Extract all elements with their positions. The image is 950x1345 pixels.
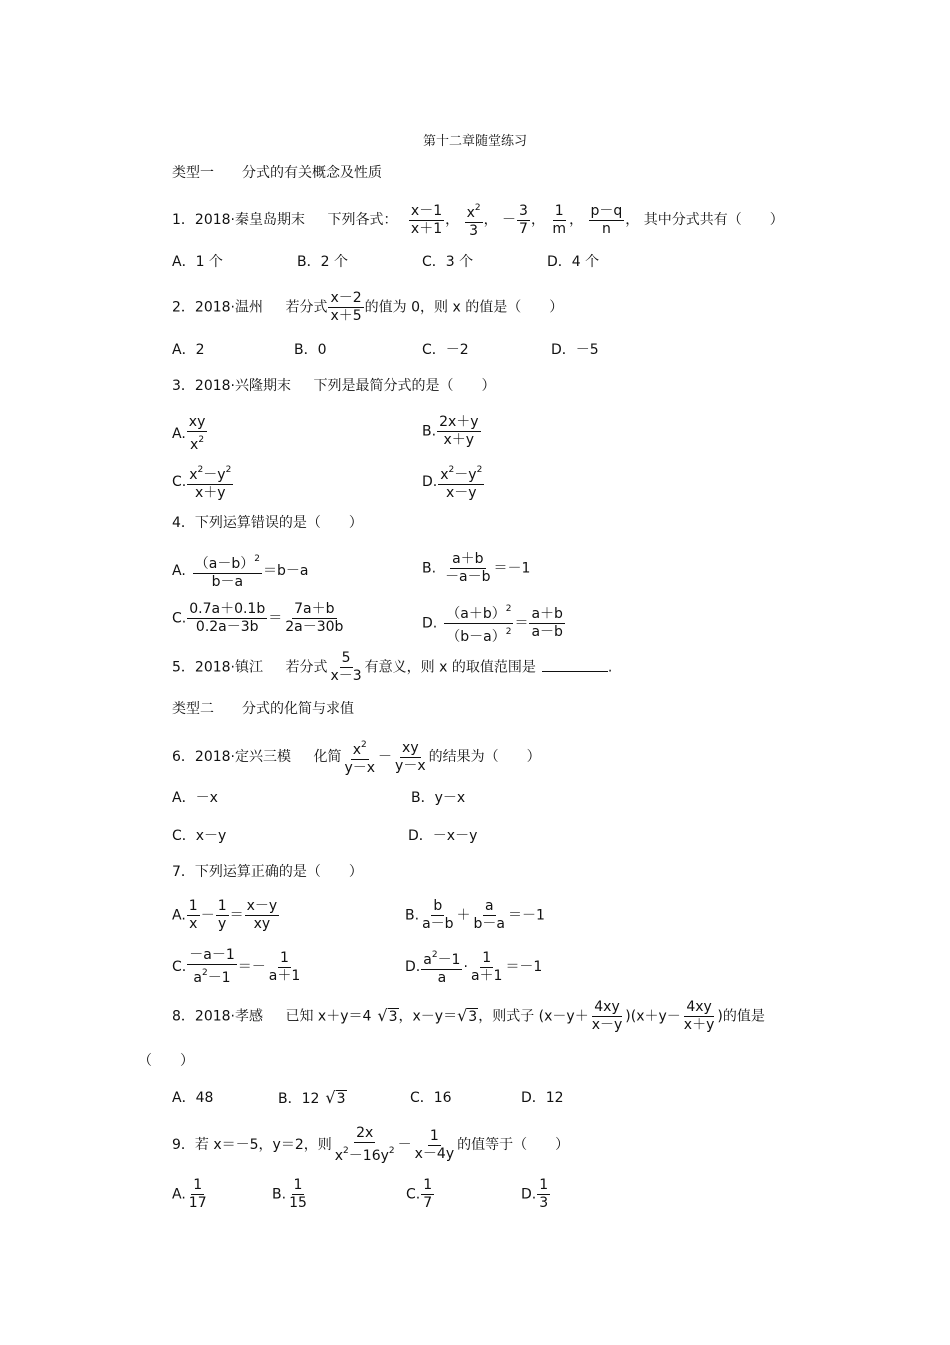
q3-option-c: C. $\frac{x^2-y^2}{x+y}$ — [172, 462, 234, 502]
q1-minus: － — [502, 212, 517, 228]
q1-fraction-1: $\frac{x-1}{x+1}$ — [410, 202, 443, 237]
q2-option-a: A．2 — [172, 342, 205, 358]
q1-fraction-2: $\frac{x^2}{3}$ — [465, 200, 483, 240]
q1-tail: 其中分式共有（ ） — [643, 212, 784, 228]
q4-option-c: C. $\frac{0.7a+0.1b}{0.2a-3b}$ ＝ $\frac{7a+b}{2a-30b}$ — [172, 601, 344, 635]
q3-option-b: B. $\frac{2x+y}{x+y}$ — [422, 414, 479, 448]
q8-sqrt-1: √ 3 — [377, 1005, 398, 1025]
q6-option-a: A．－x — [172, 790, 218, 806]
q9-option-c: C. $\frac{1}{7}$ — [406, 1177, 433, 1211]
question-8: 8．2018·孝感 已知 x＋y＝4 √ 3 ，x－y＝ √ 3 ，则式子 (x－y＋ $\frac{4xy}{x-y}$ )(x＋y－ $\frac{4xy}{x+y}$ )的值是 — [172, 999, 765, 1033]
question-4: 4．下列运算错误的是（ ） — [172, 515, 363, 531]
q9-option-a: A. $\frac{1}{17}$ — [172, 1177, 207, 1211]
q3-text: 下列是最简分式的是（ ） — [313, 378, 496, 394]
q7-option-c: C. $\frac{-a-1}{a^2-1}$ ＝－ $\frac{1}{a+1}$ — [172, 947, 301, 986]
q6-source: 6．2018·定兴三模 — [172, 749, 291, 765]
q1-option-d: D．4 个 — [547, 254, 600, 270]
q9-fraction-2: $\frac{1}{x-4y}$ — [414, 1127, 455, 1162]
q1-text: 下列各式： — [327, 212, 398, 228]
q2-option-d: D．－5 — [551, 342, 599, 358]
q6-option-b: B．y－x — [411, 790, 466, 806]
q2-source: 2．2018·温州 — [172, 299, 263, 316]
q9-option-d: D. $\frac{1}{3}$ — [521, 1177, 549, 1211]
q2-option-b: B．0 — [294, 342, 327, 358]
q7-option-a: A. $\frac{1}{x}$ － $\frac{1}{y}$ ＝ $\frac{x-y}{xy}$ — [172, 898, 278, 932]
q1-source: 1．2018·秦皇岛期末 — [172, 212, 305, 228]
q9-fraction-1: $\frac{2x}{x^2-16y^2}$ — [334, 1125, 395, 1164]
q1-option-a: A．1 个 — [172, 254, 223, 270]
q2-pre: 若分式 — [285, 299, 328, 316]
q8-sqrt-2: √ 3 — [457, 1005, 478, 1025]
q2-option-c: C．－2 — [422, 342, 469, 358]
q2-post: 的值为 0，则 x 的值是（ ） — [364, 299, 564, 316]
q7-option-b: B. $\frac{b}{a-b}$ ＋ $\frac{a}{b-a}$ ＝－1 — [405, 898, 545, 932]
q4-option-d: D. $\frac{(a+b)^2}{(b-a)^2}$ ＝ $\frac{a+b}{a-b}$ — [422, 601, 566, 646]
q1-option-c: C．3 个 — [422, 254, 474, 270]
q1-fraction-5: $\frac{p-q}{n}$ — [590, 202, 623, 237]
q8-option-c: C．16 — [410, 1090, 452, 1106]
q6-option-d: D．－x－y — [408, 828, 478, 844]
q3-option-d: D. $\frac{x^2-y^2}{x-y}$ — [422, 462, 485, 502]
q5-fraction: $\frac{5}{x-3}$ — [330, 650, 362, 684]
question-9: 9．若 x＝－5，y＝2，则 $\frac{2x}{x^2-16y^2}$ － $\frac{1}{x-4y}$ 的值等于（ ） — [172, 1125, 570, 1164]
q8-option-b: B．12 √ 3 — [278, 1088, 346, 1107]
q7-option-d: D. $\frac{a^2-1}{a}$ · $\frac{1}{a+1}$ ＝－1 — [405, 947, 542, 987]
question-1: 1．2018·秦皇岛期末 下列各式： $\frac{x-1}{x+1}$ ， $\frac{x^2}{3}$ ， － $\frac{3}{7}$ ， $\frac{1}{m}$ ， $\frac{p-q}{n}$ ， 其中分式共有（ ） — [172, 200, 784, 240]
section-type-2: 类型二 分式的化简与求值 — [172, 701, 354, 717]
q1-option-b: B．2 个 — [297, 254, 348, 270]
question-7: 7．下列运算正确的是（ ） — [172, 864, 363, 880]
q4-option-a: A. $\frac{(a-b)^2}{b-a}$ ＝b－a — [172, 551, 308, 591]
question-6: 6．2018·定兴三模 化简 $\frac{x^2}{y-x}$ － $\frac{xy}{y-x}$ 的结果为（ ） — [172, 737, 541, 777]
q8-option-d: D．12 — [521, 1090, 564, 1106]
q3-option-a: A. $\frac{xy}{x^2}$ — [172, 414, 206, 453]
section-type-1: 类型一 分式的有关概念及性质 — [172, 165, 382, 181]
q2-fraction: $\frac{x-2}{x+5}$ — [330, 290, 362, 324]
q5-source: 5．2018·镇江 — [172, 659, 263, 676]
question-3 — [172, 377, 495, 395]
q8-answer-paren: （ ） — [138, 1053, 194, 1069]
question-5: 5．2018·镇江 若分式 $\frac{5}{x-3}$ 有意义，则 x 的取值范围是 . — [172, 650, 613, 684]
q6-option-c: C．x－y — [172, 828, 227, 844]
q1-fraction-3: $\frac{3}{7}$ — [519, 202, 528, 237]
q5-answer-blank — [542, 659, 608, 672]
q8-fraction-1: $\frac{4xy}{x-y}$ — [591, 999, 623, 1033]
q6-fraction-2: $\frac{xy}{y-x}$ — [395, 739, 426, 774]
q8-source: 8．2018·孝感 — [172, 1008, 263, 1025]
q1-fraction-4: $\frac{1}{m}$ — [552, 202, 567, 237]
q3-source: 3．2018·兴隆期末 — [172, 378, 291, 394]
q8-option-a: A．48 — [172, 1090, 214, 1106]
q9-option-b: B. $\frac{1}{15}$ — [272, 1177, 307, 1211]
page-title: 第十二章随堂练习 — [422, 134, 527, 149]
q4-option-b: B. $\frac{a+b}{-a-b}$ ＝－1 — [422, 551, 531, 585]
q8-fraction-2: $\frac{4xy}{x+y}$ — [683, 999, 715, 1033]
q6-fraction-1: $\frac{x^2}{y-x}$ — [342, 737, 377, 777]
question-2 — [172, 290, 563, 325]
